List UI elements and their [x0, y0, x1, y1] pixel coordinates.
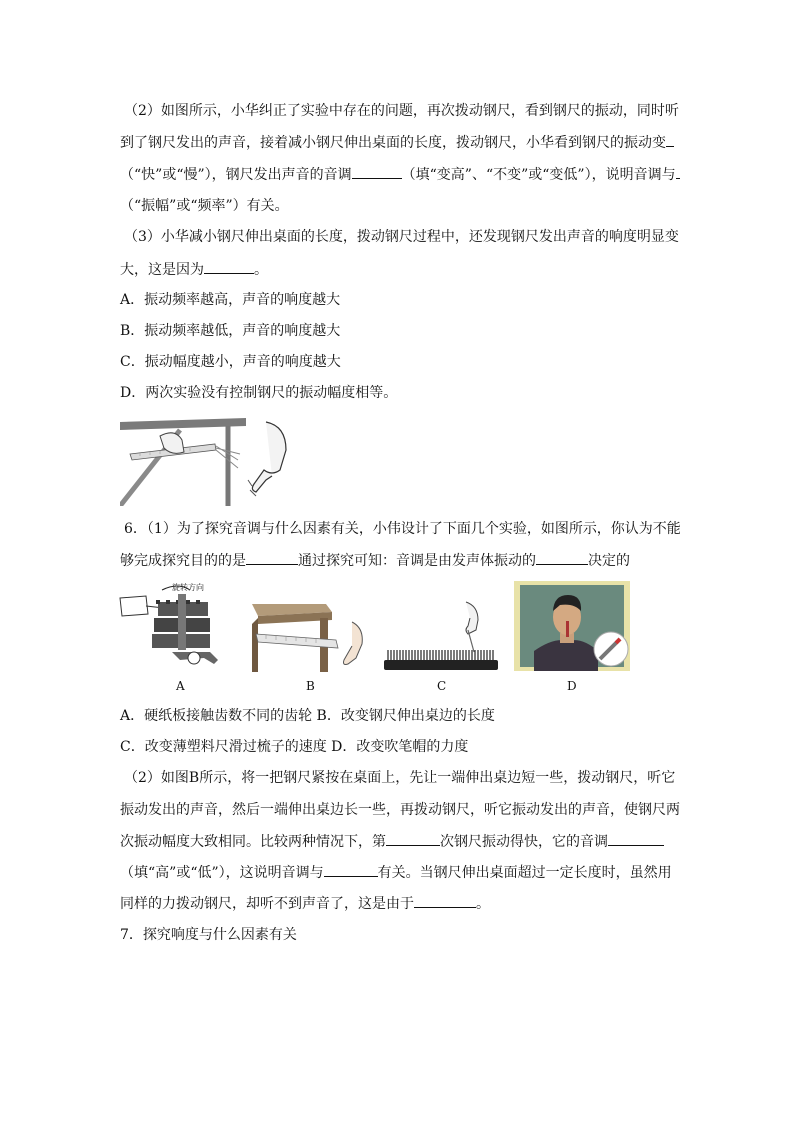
- q6-p2-line3: [120, 831, 664, 852]
- answer-blank[interactable]: [608, 831, 664, 846]
- q6-p2-line1: （2）如图B所示，将一把钢尺紧按在桌面上，先让一端伸出桌边短一些，拨动钢尺，听它: [124, 770, 676, 786]
- figure-label-b: B: [306, 679, 315, 693]
- q5-p3-line2-text-b: 。: [254, 262, 268, 278]
- pen-cap-photo: [514, 581, 630, 671]
- ruler-desk-figure: [252, 604, 372, 672]
- q6-p2-line3-text-a: 次振动幅度大致相同。比较两种情况下，第: [120, 834, 386, 850]
- answer-blank[interactable]: [386, 831, 440, 846]
- q6-p2-line5-text-a: 同样的力拨动钢尺，却听不到声音了，这是由于: [120, 896, 414, 912]
- q6-p2-line4-text-b: 有关。当钢尺伸出桌面超过一定长度时，虽然用: [377, 865, 672, 881]
- q5-p2-line3-text-b: （填“变高”、“不变”或“变低”），说明音调与: [401, 167, 676, 183]
- figure-label-d: D: [567, 679, 577, 693]
- answer-blank[interactable]: [536, 550, 588, 565]
- q6-p2-line5-text-b: 。: [476, 896, 490, 912]
- answer-blank[interactable]: [676, 164, 680, 179]
- q6-line2-text-c: 决定的: [588, 553, 630, 569]
- q6-line2-text-b: 通过探究可知：音调是由发声体振动的: [298, 553, 536, 569]
- q6-p2-line5: [120, 893, 490, 914]
- answer-blank[interactable]: [204, 259, 254, 274]
- answer-blank[interactable]: [246, 550, 298, 565]
- q5-p3-line2: [120, 259, 268, 280]
- q5-p3-line1: （3）小华减小钢尺伸出桌面的长度，拨动钢尺过程中，还发现钢尺发出声音的响度明显变: [124, 229, 679, 245]
- q6-line2-text-a: 够完成探究目的的是: [120, 553, 246, 569]
- answer-blank[interactable]: [414, 893, 476, 908]
- ruler-table-figure: [120, 416, 246, 506]
- q6-line1: 6．（1）为了探究音调与什么因素有关，小伟设计了下面几个实验，如图所示，你认为不能: [124, 521, 681, 537]
- answer-blank[interactable]: [324, 862, 378, 877]
- figure-label-c: C: [437, 679, 447, 693]
- q5-p2-line2: [120, 132, 674, 153]
- q5-option-a: A．振动频率越高，声音的响度越大: [120, 292, 341, 308]
- q5-option-d: D．两次实验没有控制钢尺的振动幅度相等。: [120, 385, 398, 401]
- q6-p2-line4: [120, 862, 672, 883]
- q5-p2-line4: （“振幅”或“频率”）有关。: [120, 198, 289, 214]
- gear-rotation-label: 旋转方向: [172, 583, 204, 592]
- q5-option-c: C．振动幅度越小，声音的响度越大: [120, 354, 341, 370]
- q6-p2-line3-text-b: 次钢尺振动得快，它的音调: [440, 834, 608, 850]
- gear-figure: [118, 580, 224, 672]
- q6-options-ab: A．硬纸板接触齿数不同的齿轮 B．改变钢尺伸出桌边的长度: [120, 708, 495, 724]
- q6-p2-line4-text-a: （填“高”或“低”），这说明音调与: [120, 865, 324, 881]
- q5-p3-line2-text-a: 大，这是因为: [120, 262, 204, 278]
- comb-figure: [382, 600, 500, 672]
- figure-label-a: A: [176, 679, 185, 693]
- q7-line1: 7．探究响度与什么因素有关: [120, 927, 297, 943]
- answer-blank[interactable]: [352, 164, 402, 179]
- hand-pluck-figure: [246, 420, 290, 498]
- q6-options-cd: C．改变薄塑料尺滑过梳子的速度 D．改变吹笔帽的力度: [120, 739, 469, 755]
- q5-option-b: B．振动频率越低，声音的响度越大: [120, 323, 341, 339]
- q5-p2-line2-text: 到了钢尺发出的声音，接着减小钢尺伸出桌面的长度，拨动钢尺，小华看到钢尺的振动变: [120, 135, 666, 151]
- q6-p2-line2: 振动发出的声音，然后一端伸出桌边长一些，再拨动钢尺，听它振动发出的声音，使钢尺两: [120, 802, 680, 818]
- q5-p2-line3: [120, 164, 680, 185]
- q5-p2-line1: （2）如图所示，小华纠正了实验中存在的问题，再次拨动钢尺，看到钢尺的振动，同时听: [124, 103, 679, 119]
- q5-p2-line3-text-a: （“快”或“慢”），钢尺发出声音的音调: [120, 167, 352, 183]
- q6-line2: [120, 550, 630, 571]
- answer-blank[interactable]: [666, 132, 674, 147]
